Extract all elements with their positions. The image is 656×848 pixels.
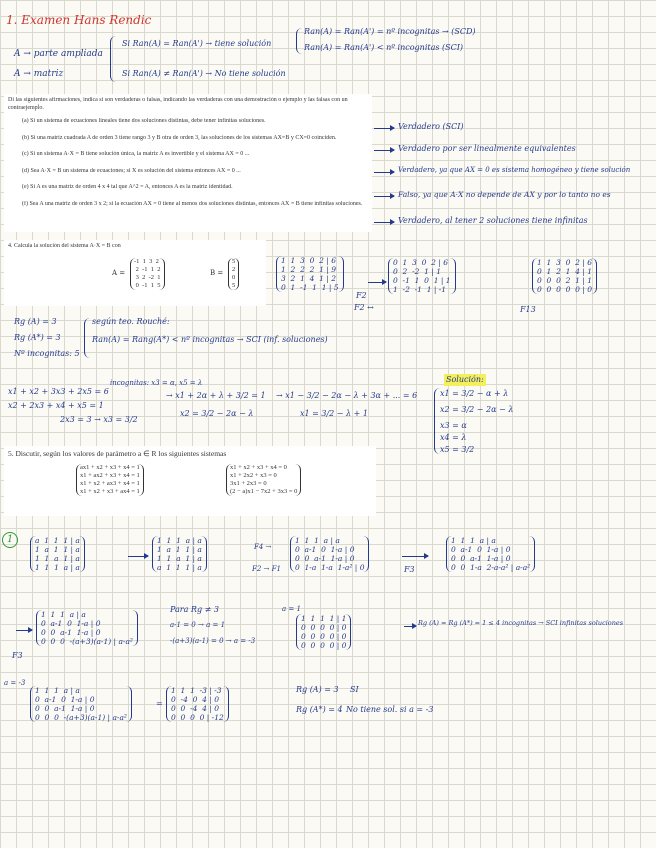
- q4-augmented-1: 1 1 3 0 2 | 6 1 2 2 2 1 | 9 3 2 1 4 1 | 2 0 1 -1 1 1 | 5: [276, 256, 344, 292]
- answer-arrow-2: [374, 150, 394, 151]
- header-note-matriz: A → matriz: [14, 69, 64, 79]
- solution-x5: x5 = 3/2: [440, 445, 475, 454]
- q5-matrix-2: 1 1 1 a | a 1 a 1 1 | a 1 1 a 1 | a a 1 1 1 | a: [152, 536, 207, 572]
- q5-arrow-2: [402, 556, 428, 557]
- q4-prompt: 4. Calcula la solución del sistema A·X = B con: [8, 243, 121, 249]
- q5-rank-note: Rg (A) = Rg (A*) = 1 ≤ 4 incognitas → SCI infinitas soluciones: [418, 619, 624, 627]
- page-title: 1. Examen Hans Rendic: [6, 13, 152, 27]
- q4-matrix-b: 5 2 0 5: [228, 258, 239, 290]
- q5-op-f3: F3: [404, 565, 415, 574]
- q5-matrix-3: 1 1 1 a | a 0 a-1 0 1-a | 0 0 0 a-1 1-a | 0 0 1-a 1-a 1-a² | 0: [290, 536, 369, 572]
- exercise-item-c: (c) Si un sistema A·X = B tiene solución única, la matriz A es invertible y el sistema AX = 0 ...: [22, 151, 250, 157]
- rank-rouche: según teo. Rouché:: [92, 317, 170, 326]
- q4-arrow-1: [368, 282, 386, 283]
- q4-label-a: A =: [112, 269, 126, 277]
- rank-unknowns: Nº incognitas: 5: [14, 349, 80, 358]
- q5-a-eq-minus3: a = -3: [4, 679, 26, 687]
- exercise-item-d: (d) Sea A·X = B un sistema de ecuaciones; si X es solución del sistema entonces AX = 0 ...: [22, 167, 241, 174]
- q4-op-f21: F2 ↔: [354, 303, 374, 312]
- q4-op-f2: F2: [356, 291, 367, 300]
- q4-augmented-2: 0 1 3 0 2 | 6 0 2 -2 1 | 1 0 -1 1 0 1 | 1 1 -2 -1 1 | -1: [388, 258, 456, 294]
- q5-prompt: 5. Discutir, según los valores de parámetro a ∈ R los siguientes sistemas: [8, 449, 227, 458]
- step-eq3: 2x3 = 3 → x3 = 3/2: [60, 415, 138, 424]
- q5-matrix-8: 1 1 1 -3 | -3 0 -4 0 4 | 0 0 0 -4 4 | 0 0 0 0 0 | -12: [166, 686, 229, 722]
- q5-matrix-4: 1 1 1 a | a 0 a-1 0 1-a | 0 0 0 a-1 1-a | 0 0 0 1-a 2-a-a² | a-a²: [446, 536, 535, 572]
- solution-x2: x2 = 3/2 − 2α − λ: [440, 405, 514, 414]
- step-sub2: x2 = 3/2 − 2α − λ: [180, 409, 254, 418]
- answer-5: Verdadero, al tener 2 soluciones tiene infinitas: [398, 216, 588, 225]
- step-eq1: x1 + x2 + 3x3 + 2x5 = 6: [8, 387, 109, 396]
- q4-matrix-a: -1 1 3 2 2 -1 1 2 3 2 -2 1 0 -1 1 5: [130, 258, 165, 290]
- q5-a-eq-1: a = 1: [282, 605, 301, 613]
- answer-arrow-1: [374, 128, 394, 129]
- exercise-item-e: (e) Si A es una matriz de orden 4 x 4 tal que A^2 = A, entonces A es la matriz identidad.: [22, 184, 233, 190]
- q5-matrix-1: a 1 1 1 | a 1 a 1 1 | a 1 1 a 1 | a 1 1 1 a | a: [30, 536, 85, 572]
- header-brace-2: [296, 28, 303, 54]
- answer-arrow-4: [374, 196, 394, 197]
- q4-augmented-3: 1 1 3 0 2 | 6 0 1 2 1 4 | 1 0 0 0 2 1 | 1 0 0 0 0 0 | 0: [532, 258, 597, 294]
- q5-arrow-1: [128, 556, 148, 557]
- header-case2: Si Ran(A) ≠ Ran(A') → No tiene solución: [122, 69, 286, 78]
- q5-matrix-6: 1 1 1 1 | 1 0 0 0 0 | 0 0 0 0 0 | 0 0 0 0 0 | 0: [296, 614, 351, 650]
- header-case1b: Ran(A) = Ran(A') < nº incognitas (SCI): [304, 43, 464, 52]
- q5-rouche: Para Rg ≠ 3: [170, 605, 219, 614]
- q5-arrow-4: [404, 626, 416, 627]
- q5-op-f3b: F3: [12, 651, 23, 660]
- header-note-ampliada: A → parte ampliada: [14, 49, 103, 59]
- q4-op-f13: F13: [520, 305, 536, 314]
- rank-conclusion: Ran(A) = Rang(A*) < nº incognitas → SCI (inf. soluciones): [92, 335, 328, 344]
- step-params: incognitas: x3 = α, x5 = λ: [110, 379, 203, 387]
- exercise-intro: Di las siguientes afirmaciones, indica si son verdaderas o falsas, indicando las verdaderas con una demostración o ejemplo y las falsas con un contraejemplo.: [8, 97, 348, 111]
- solution-label: Solución:: [446, 375, 484, 384]
- q5-system-1: ax1 + x2 + x3 + x4 = 1 x1 + ax2 + x3 + x4 = 1 x1 + x2 + ax3 + x4 = 1 x1 + x2 + x3 + ax4 = 1: [76, 464, 144, 496]
- exercise-item-b: (b) Si una matriz cuadrada A de orden 3 tiene rango 3 y B otra de orden 3, las soluciones de los sistemas AX=B y CX=0 coinciden.: [22, 134, 337, 141]
- printed-q5: [4, 446, 376, 516]
- solution-x1: x1 = 3/2 − α + λ: [440, 389, 509, 398]
- q5-root-2: -(a+3)(a-1) = 0 → a = -3: [170, 637, 256, 645]
- exercise-item-a: (a) Si un sistema de ecuaciones lineales tiene dos soluciones distintas, debe tener infinitas soluciones.: [22, 118, 266, 124]
- answer-2: Verdadero por ser linealmente equivalentes: [398, 144, 576, 153]
- step-sub3: → x1 − 3/2 − 2α − λ + 3α + ... = 6: [276, 391, 418, 400]
- q5-arrow-3: [16, 630, 32, 631]
- q5-root-1: a-1 = 0 → a = 1: [170, 621, 226, 629]
- rank-a-star: Rg (A*) = 3: [14, 333, 61, 342]
- q5-final-rank-astar: Rg (A*) = 4: [296, 705, 343, 714]
- step-sub1: → x1 + 2α + λ + 3/2 = 1: [166, 391, 266, 400]
- header-brace: [110, 36, 117, 82]
- q5-final-conclusion: No tiene sol. si a = -3: [346, 705, 434, 714]
- printed-exercise: [4, 94, 372, 232]
- q4-label-b: B =: [210, 269, 224, 277]
- q5-equals: =: [156, 699, 163, 708]
- q5-final-si: SI: [350, 685, 359, 694]
- step-eq2: x2 + 2x3 + x4 + x5 = 1: [8, 401, 104, 410]
- solution-x3: x3 = α: [440, 421, 467, 430]
- answer-arrow-5: [374, 222, 394, 223]
- q5-number-circle: 1: [2, 532, 18, 548]
- answer-arrow-3: [374, 172, 394, 173]
- exercise-item-f: (f) Sea A una matriz de orden 3 x 2; si la ecuación AX = 0 tiene al menos dos soluciones distintas, entonces AX = B tiene infinitas soluciones.: [22, 200, 363, 207]
- q5-final-rank-a: Rg (A) = 3: [296, 685, 339, 694]
- answer-3: Verdadero, ya que AX = 0 es sistema homogéneo y tiene solución: [398, 166, 631, 174]
- q5-matrix-5: 1 1 1 a | a 0 a-1 0 1-a | 0 0 0 a-1 1-a | 0 0 0 0 -(a+3)(a-1) | a-a²: [36, 610, 138, 646]
- q5-matrix-7: 1 1 1 a | a 0 a-1 0 1-a | 0 0 0 a-1 1-a | 0 0 0 0 -(a+3)(a-1) | a-a²: [30, 686, 132, 722]
- rank-brace: [84, 318, 91, 358]
- answer-1: Verdadero (SCI): [398, 122, 464, 131]
- rank-a: Rg (A) = 3: [14, 317, 57, 326]
- answer-4: Falso, ya que A·X no depende de AX y por lo tanto no es: [398, 190, 611, 199]
- header-case1a: Ran(A) = Ran(A') = nº incognitas → (SCD): [304, 27, 476, 36]
- solution-x4: x4 = λ: [440, 433, 467, 442]
- step-sub4: x1 = 3/2 − λ + 1: [300, 409, 369, 418]
- q5-op-f41: F4 →: [254, 543, 272, 551]
- q5-system-2: x1 + x2 + x3 + x4 = 0 x1 + 2x2 + x3 = 0 3x1 + 2x3 = 0 (2 − a)x1 − 7x2 + 3x3 = 0: [226, 464, 301, 496]
- q5-op-f2: F2 → F1: [252, 565, 281, 573]
- header-case1: Si Ran(A) = Ran(A') → tiene solución: [122, 39, 272, 48]
